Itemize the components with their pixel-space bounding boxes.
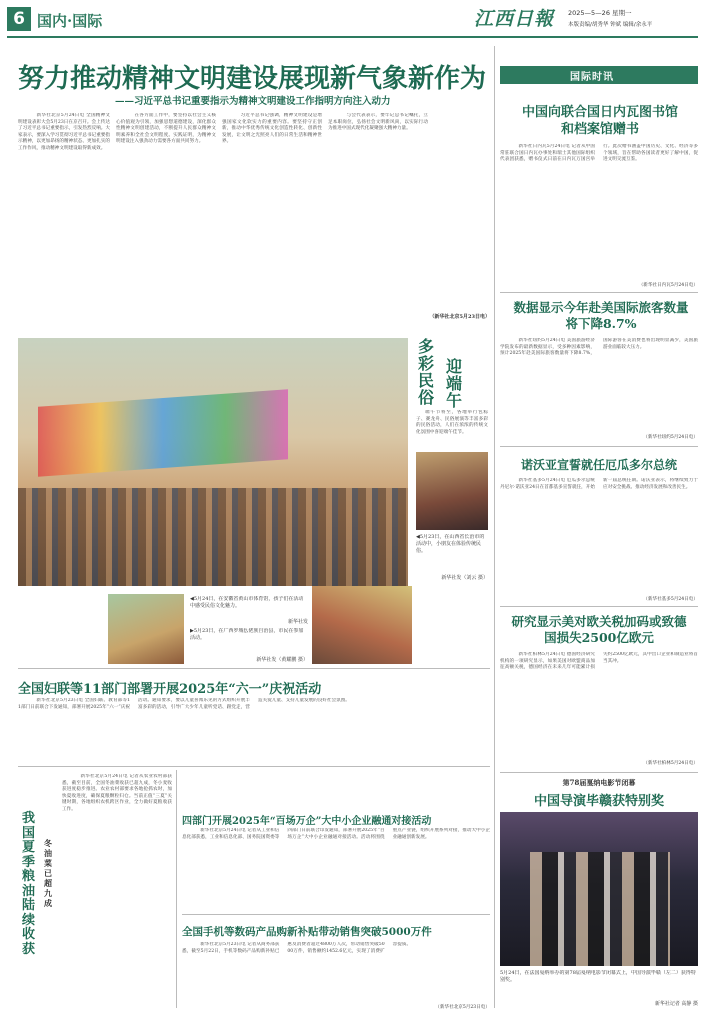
lead-title: 努力推动精神文明建设展现新气象新作为 xyxy=(18,64,487,94)
r3-body xyxy=(500,478,698,598)
harvest-subtitle xyxy=(44,838,58,908)
lead-col1-text: 新华社北京5月24日电 全国精神文明建设表彰大会5月23日在京召开。会上传达了习近平总书记重要指示，引发热烈反响。大家表示，要深入学习贯彻习近平总书记重要指示精神，以更加昂扬的精神状态、更加扎实的工作作风，推动精神文明建设取得新成效。 xyxy=(18,113,110,151)
harvest-subtitle-char: 成 xyxy=(44,898,52,908)
harvest-title-char: 收 xyxy=(22,927,36,942)
r2-byline: （新华社纽约5月24日电） xyxy=(643,435,698,440)
feature-title-char: 迎 xyxy=(446,357,463,376)
harvest-title-char: 油 xyxy=(22,883,36,899)
masthead: 江西日報 xyxy=(474,8,555,30)
tradein-byline: （新华社北京5月23日电） xyxy=(435,1005,490,1010)
feature-title-char: 彩 xyxy=(418,354,435,373)
feature-photo-inset-2 xyxy=(312,586,412,664)
feature-photo-main xyxy=(18,338,408,586)
header-rule xyxy=(7,36,698,38)
r2-body xyxy=(500,338,698,438)
harvest-title-char: 获 xyxy=(22,941,36,957)
feature-photo-side xyxy=(416,452,488,530)
feature-title-char: 民 xyxy=(418,371,435,390)
harvest-title-char: 夏 xyxy=(22,840,36,855)
harvest-subtitle-char: 油 xyxy=(44,848,52,858)
harvest-body-text: 新华社北京5月24日电 记者从农业农村部获悉，截至目前，全国冬油菜收获已超九成，冬小麦收获进度稳步推进。农业农村部要求各地抢抓农时，加快夏收进度，确保夏粮颗粒归仓。当前正值“三夏”关键时期，各地组织农机跨区作业，全力做好夏粮收获工作。 xyxy=(62,774,172,812)
harvest-title-char: 国 xyxy=(22,825,36,841)
harvest-title-char: 陆 xyxy=(22,898,36,913)
lead-column-4 xyxy=(328,113,428,335)
lead-column-2 xyxy=(116,113,216,335)
r1-body-text: 新华社日内瓦5月24日电 记者从中国常驻联合国日内瓦办事处和瑞士其他国际组织代表团获悉，赠书仪式日前在日内瓦万国宫举行。此次赠书涵盖中国历史、文化、经济等多个领域，旨在帮助各国读者更好了解中国，促进文明交流互鉴。 xyxy=(500,144,698,163)
lead-column-3 xyxy=(222,113,322,335)
feature-caption-1: ◀5月24日，在安徽省黄山市体育馆，孩子们在活动中感受民俗文化魅力。 xyxy=(190,596,304,609)
editor-credits: 本版责编/胡秀华 钟斌 编辑/余永平 xyxy=(568,22,653,28)
lead-col2-text: 在各方面工作中，要坚持以社会主义核心价值观为引领，加强思想道德建设，深化群众性精神文明创建活动，不断提升人民群众精神文明素养和全社会文明程度。实践证明，为精神文明建设注入强劲动力需要各方面共同努力。 xyxy=(116,113,216,145)
feature-caption-right: ◀5月23日，在山西省长治市的活动中，小朋友在体验传统民俗。 xyxy=(416,534,485,554)
feature-credit-1: 新华社发 xyxy=(287,619,308,625)
lead-column-1 xyxy=(18,113,110,335)
r2-title: 数据显示今年赴美国际旅客数量将下降8.7% xyxy=(513,300,689,331)
harvest-title-char: 续 xyxy=(22,912,36,928)
harvest-subtitle-char: 冬 xyxy=(44,838,52,848)
lead-byline: （新华社北京5月23日电） xyxy=(429,314,490,320)
harvest-title-char: 季 xyxy=(22,854,36,870)
photo-decor-people xyxy=(530,852,670,966)
women-body xyxy=(18,698,490,760)
r4-body-text: 新华社柏林5月24日电 德国经济研究机构的一项研究显示，如果美国对欧盟商品加征高额关税，德国经济在未来几年可能累计损失约2500亿欧元，其中出口企业和制造业将首当其冲。 xyxy=(500,652,698,671)
r5-title: 中国导演毕赣获特别奖 xyxy=(533,794,664,809)
harvest-subtitle-char: 菜 xyxy=(44,858,52,868)
harvest-subtitle-char: 超 xyxy=(44,878,52,888)
harvest-body xyxy=(62,774,172,1006)
feature-credit-2: 新华社发（黄耀鹏 摄） xyxy=(256,657,308,663)
sme-body-text: 新华社北京5月24日电 记者从工业和信息化部获悉，工业和信息化部、国务院国资委等四部门日前联合印发通知，部署开展2025年“百场万企”大中小企业融通对接活动。活动将围绕重点产业链，组织开展系列对接，推动大中小企业融通创新发展。 xyxy=(182,828,490,840)
r1-title: 中国向联合国日内瓦图书馆和档案馆赠书 xyxy=(521,105,678,137)
feature-title xyxy=(418,338,482,408)
feature-caption-2: ▶5月23日，在广西罗城仫佬族自治县，市民在参加活动。 xyxy=(190,628,304,641)
divider xyxy=(18,766,490,767)
r1-byline: （新华社日内瓦5月24日电） xyxy=(638,283,698,288)
r3-byline: （新华社基多5月24日电） xyxy=(643,597,698,602)
column-divider xyxy=(494,46,495,1008)
feature-title-char: 多 xyxy=(418,337,435,356)
photo-decor-crowd xyxy=(18,488,408,586)
tradein-body-text: 新华社北京5月23日电 记者从商务部获悉，截至5月22日，手机等数码产品购新补贴已惠及消费者超过4800万人次，带动销售突破5000万件，销售额约1452.6亿元，实现了消费扩容提质。 xyxy=(182,942,412,954)
women-title: 全国妇联等11部门部署开展2025年“六一”庆祝活动 xyxy=(18,682,322,697)
r5-kicker: 第78届戛纳电影节闭幕 xyxy=(562,778,636,787)
harvest-title-char: 粮 xyxy=(22,869,36,884)
divider xyxy=(182,914,490,915)
feature-intro-text: 端午节将至，各地举行包粽子、赛龙舟、民俗展演等丰富多彩的民俗活动，人们在浓浓的传统文化氛围中喜迎端午佳节。 xyxy=(416,410,488,435)
feature-intro xyxy=(416,410,488,450)
harvest-title xyxy=(22,812,42,957)
sme-body xyxy=(182,828,490,910)
r5-photo xyxy=(500,812,698,966)
divider xyxy=(500,606,698,607)
photo-decor-fabric xyxy=(38,389,288,476)
feature-title-char: 午 xyxy=(446,391,463,410)
r4-byline: （新华社柏林5月24日电） xyxy=(643,761,698,766)
divider xyxy=(176,770,177,1008)
tradein-title: 全国手机等数码产品购新补贴带动销售突破5000万件 xyxy=(182,926,432,938)
r3-title: 诺沃亚宣誓就任厄瓜多尔总统 xyxy=(520,458,677,472)
issue-date: 2025—5—26 星期一 xyxy=(568,9,632,17)
harvest-subtitle-char: 九 xyxy=(44,888,52,898)
divider xyxy=(500,772,698,773)
r4-title: 研究显示美对欧关税加码或致德国损失2500亿欧元 xyxy=(511,614,687,645)
lead-col4-text: 与会代表表示，要牢记总书记嘱托，立足本职岗位，弘扬社会文明新风尚，以实际行动为推进中国式现代化凝聚强大精神力量。 xyxy=(328,113,428,132)
r1-body xyxy=(500,144,698,284)
divider xyxy=(500,292,698,293)
r5-credit: 新华社记者 高静 摄 xyxy=(654,1001,698,1007)
page-number: 6 xyxy=(13,9,25,29)
page-number-box xyxy=(7,7,31,31)
harvest-title-char: 我 xyxy=(22,811,36,826)
r3-body-text: 新华社基多5月24日电 厄瓜多尔总统丹尼尔·诺沃亚24日在首都基多宣誓就任，开始新一届总统任期。诺沃亚表示，将继续致力于应对安全挑战、推动经济发展和改善民生。 xyxy=(500,478,698,490)
feature-title-char: 俗 xyxy=(418,388,435,407)
feature-credit-right: 新华社发（刘云 摄） xyxy=(441,575,488,581)
tradein-body xyxy=(182,942,490,1004)
women-body-text: 新华社北京5月23日电 全国妇联、教育部等11部门日前联合下发通知，部署开展2025年“六一”庆祝活动。通知要求，要以儿童喜闻乐见的方式组织开展丰富多彩的活动，引导广大少年儿童听党话、跟党走，营造关爱儿童、支持儿童发展的良好社会氛围。 xyxy=(18,698,350,710)
r5-caption: 5月24日，在法国戛纳举办的第78届戛纳电影节闭幕式上，中国导演毕赣（左二）获得特别奖。 xyxy=(500,970,696,983)
feature-photo-inset-1 xyxy=(108,594,184,664)
r2-body-text: 新华社纽约5月24日电 美国旅游经济学院发布的最新数据显示，受多种因素影响，预计2025年赴美国际旅客数量将下降8.7%，国际游客在美消费也将出现明显减少，美国旅游业面临较大压力。 xyxy=(500,338,698,357)
world-news-label: 国际时讯 xyxy=(570,72,614,83)
lead-col3-text: 习近平总书记强调，精神文明建设是增强国家文化软实力的重要内容。要坚持守正创新，推动中华优秀传统文化创造性转化、创新性发展，让文明之光照亮人们的日常生活和精神世界。 xyxy=(222,113,322,145)
lead-subtitle: ——习近平总书记重要指示为精神文明建设工作指明方向注入动力 xyxy=(115,96,391,107)
r4-body xyxy=(500,652,698,762)
harvest-subtitle-char: 已 xyxy=(44,868,52,878)
divider xyxy=(500,446,698,447)
divider xyxy=(18,668,490,669)
section-name: 国内·国际 xyxy=(37,12,103,30)
feature-title-char: 端 xyxy=(446,374,463,393)
sme-title: 四部门开展2025年“百场万企”大中小企业融通对接活动 xyxy=(182,816,432,827)
